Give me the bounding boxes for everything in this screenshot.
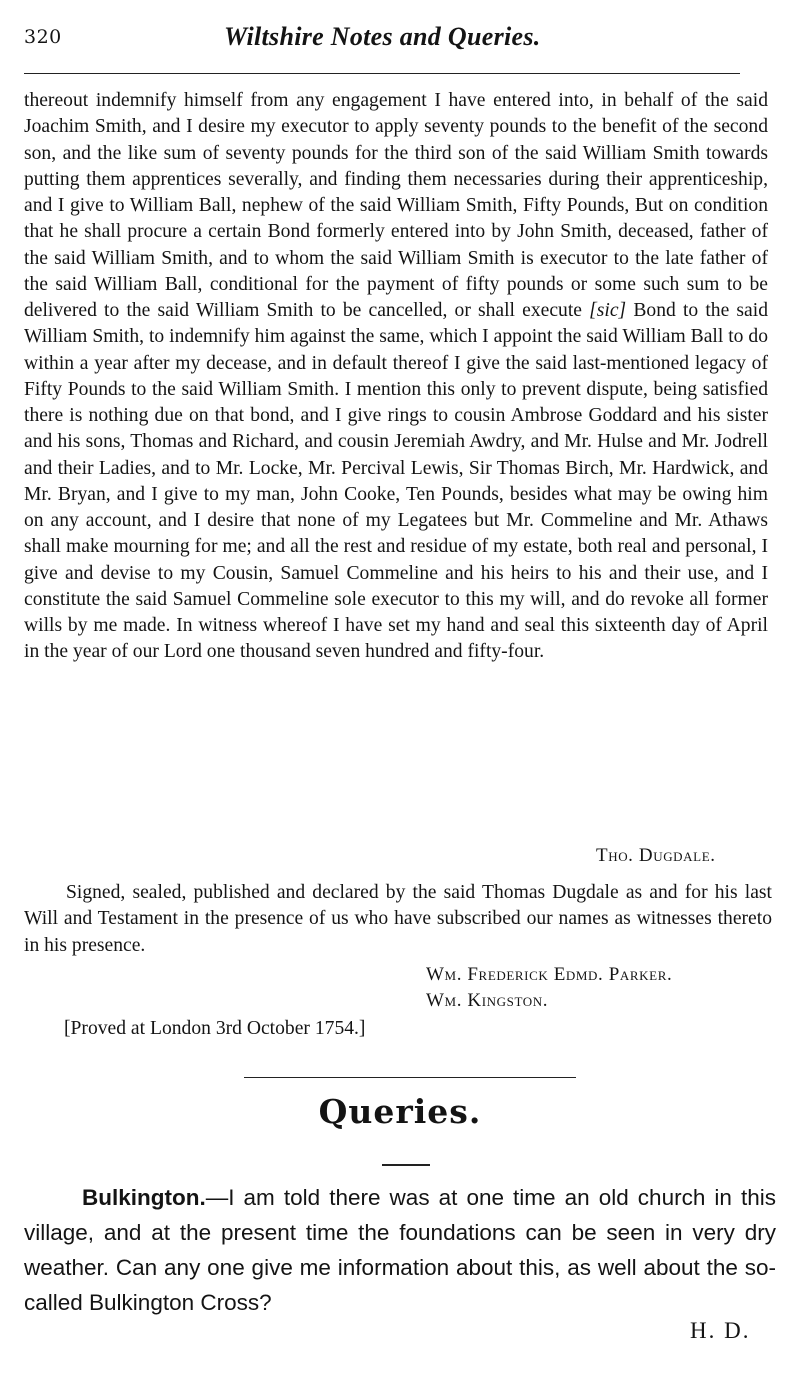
header-rule — [24, 73, 740, 74]
witness-signatures — [426, 962, 672, 1014]
heading-rule — [382, 1164, 430, 1166]
will-text-part-1: thereout indemnify himself from any engagement I have entered into, in behalf of the said Joachim Smith, and I desire my executor to apply seventy pounds to the benefit of the second son, and the like sum of seventy pounds for the third son of the said William Smith towards putting them apprentices severally, and finding them necessaries during their apprenticeship, and I give to William Ball, nephew of the said William Smith, Fifty Pounds, But on condition that he shall procure a certain Bond formerly entered into by John Smith, deceased, father of the said William Smith, and to whom the said William Smith is executor to the late father of the said William Ball, conditional for the payment of fifty pounds or some such sum to be delivered to the said William Smith to be cancelled, or shall execute — [24, 90, 768, 321]
section-heading: Queries. — [318, 1092, 482, 1131]
testator-signature: Tho. Dugdale. — [596, 845, 716, 866]
witness-1: Wm. Frederick Edmd. Parker. — [426, 964, 673, 985]
will-text-part-2: Bond to the said William Smith, to indemnify him against the same, which I appoint the said William Ball to do within a year after my decease, and in default thereof I give the said last-mentioned legacy of Fifty Pounds to the said William Smith. I mention this only to prevent dispute, being satisfied there is nothing due on that bond, and I give rings to cousin Ambrose Goddard and his sister and his sons, Thomas and Richard, and cousin Jeremiah Awdry, and Mr. Hulse and Mr. Jodrell and their Ladies, and to Mr. Locke, Mr. Percival Lewis, Sir Thomas Birch, Mr. Hardwick, and Mr. Bryan, and I give to my man, John Cooke, Ten Pounds, besides what may be owing him on any account, and I desire that none of my Legatees but Mr. Commeline and Mr. Athaws shall make mourning for me; and all the rest and residue of my estate, both real and personal, I give and devise to my Cousin, Samuel Commeline and his heirs to his and their use, and I constitute the said Samuel Commeline sole executor to this my will, and do revoke all former wills by me made. In witness whereof I have set my hand and seal this sixteenth day of April in the year of our Lord one thousand seven hundred and fifty-four. — [24, 300, 768, 663]
query-initials: H. D. — [690, 1318, 751, 1343]
query-text: —I am told there was at one time an old church in this village, and at the present time the foundations can be seen in very dry weather. Can any one give me information about this, as well about the so-called Bulkington Cross? — [24, 1185, 776, 1315]
query-title: Bulkington. — [82, 1185, 206, 1210]
will-text — [24, 88, 768, 666]
probate-note: [Proved at London 3rd October 1754.] — [64, 1018, 366, 1039]
witness-2: Wm. Kingston. — [426, 990, 549, 1011]
attestation-clause: Signed, sealed, published and declared by the said Thomas Dugdale as and for his last Will and Testament in the presence of us who have subscribed our names as witnesses thereto in his presence. — [24, 882, 772, 956]
page-number: 320 — [24, 26, 62, 48]
running-title: Wiltshire Notes and Queries. — [224, 22, 541, 51]
will-paragraph — [24, 88, 768, 666]
page-header — [24, 22, 760, 58]
section-divider — [244, 1077, 576, 1078]
query-item — [24, 1180, 776, 1320]
sic-annotation: [sic] — [589, 300, 627, 321]
